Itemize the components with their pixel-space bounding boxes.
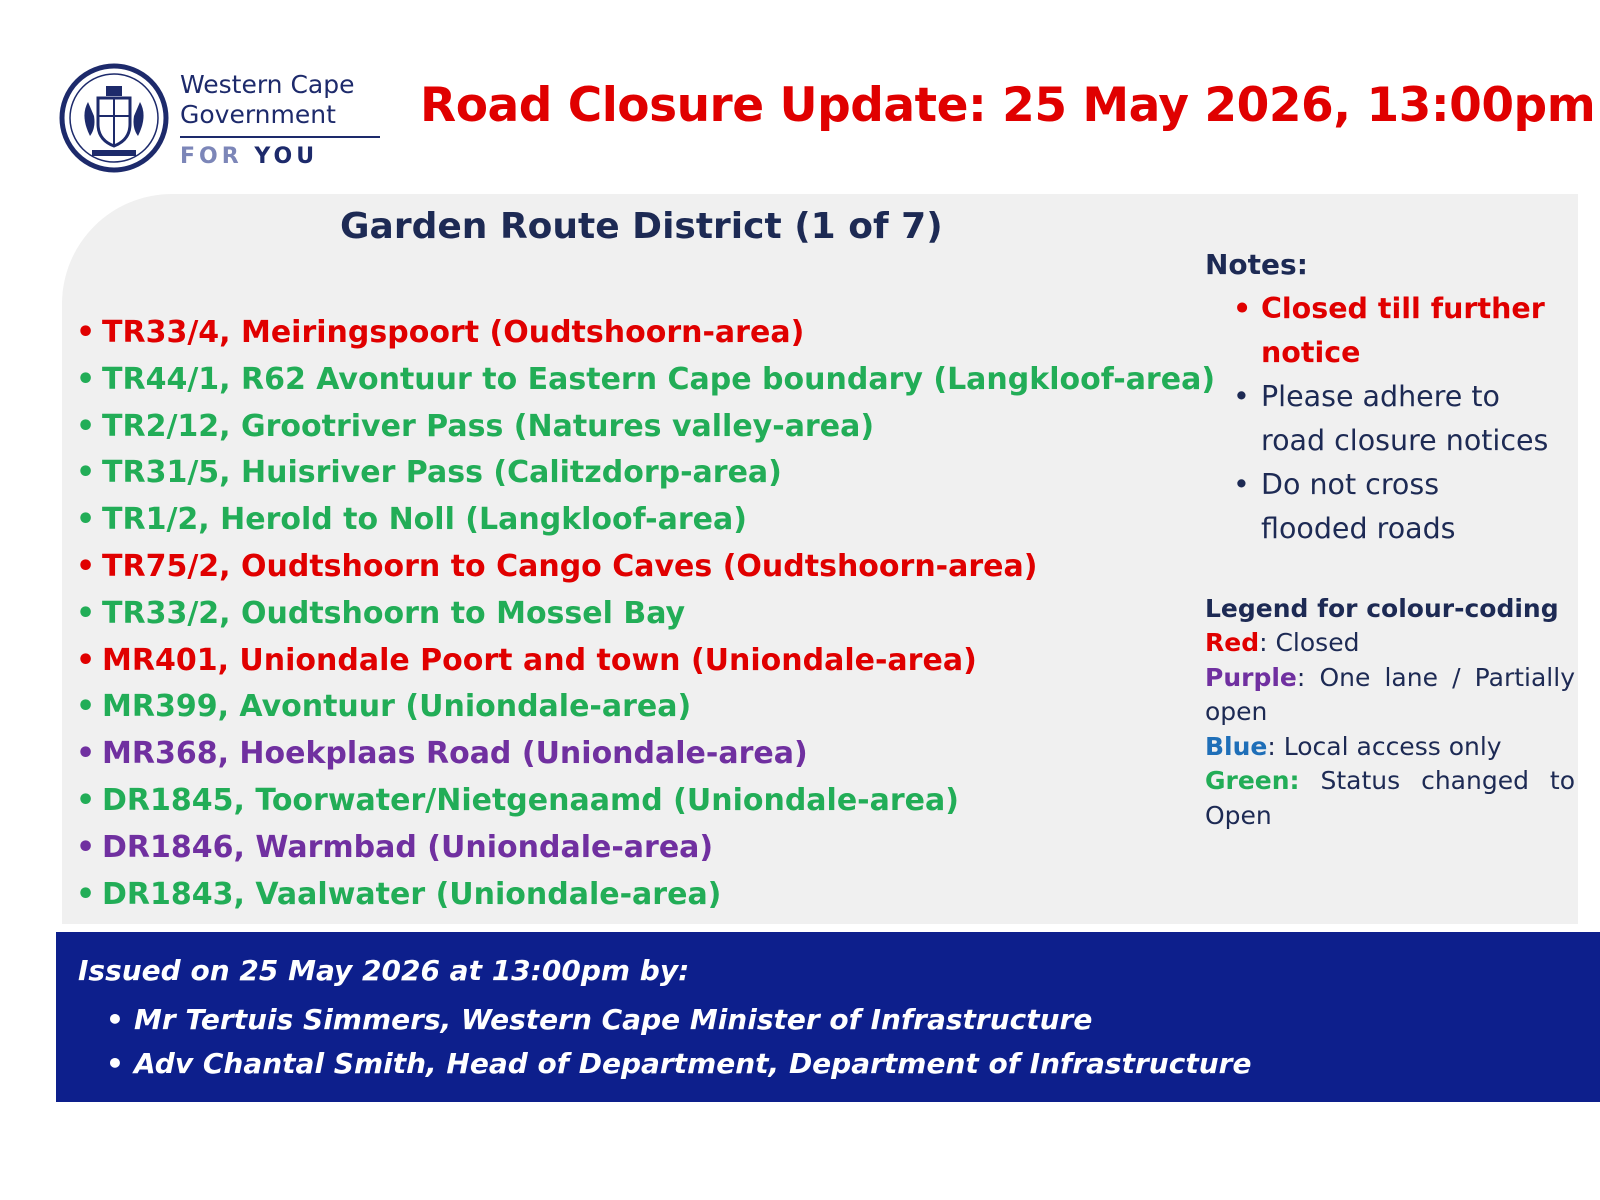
legend-key: Red bbox=[1205, 628, 1260, 657]
footer-person-text: Mr Tertuis Simmers, Western Cape Minister of Infrastructure bbox=[134, 1003, 1093, 1036]
bullet-icon: • bbox=[1233, 292, 1252, 325]
bullet-icon: • bbox=[76, 782, 96, 818]
road-text: DR1846, Warmbad (Uniondale-area) bbox=[102, 829, 714, 865]
road-text: MR368, Hoekplaas Road (Uniondale-area) bbox=[102, 736, 808, 772]
road-text: MR401, Uniondale Poort and town (Uniondale-area) bbox=[102, 642, 977, 678]
road-text: TR1/2, Herold to Noll (Langkloof-area) bbox=[102, 502, 747, 538]
legend-desc: : Local access only bbox=[1267, 731, 1502, 761]
bullet-icon: • bbox=[76, 502, 96, 538]
road-item bbox=[76, 731, 1215, 778]
legend-title: Legend for colour-coding bbox=[1205, 594, 1559, 623]
road-item bbox=[76, 778, 1215, 825]
road-text: TR75/2, Oudtshoorn to Cango Caves (Oudtshoorn-area) bbox=[102, 548, 1038, 584]
road-text: TR31/5, Huisriver Pass (Calitzdorp-area) bbox=[102, 455, 782, 491]
note-line: road closure notices bbox=[1261, 424, 1549, 457]
bullet-icon: • bbox=[76, 455, 96, 491]
road-item bbox=[76, 544, 1215, 591]
legend-desc: : One lane / Partially open bbox=[1205, 662, 1575, 726]
bullet-icon: • bbox=[76, 642, 96, 678]
bullet-icon: • bbox=[76, 595, 96, 631]
footer-issued: Issued on 25 May 2026 at 13:00pm by: bbox=[78, 954, 690, 987]
bullet-icon: • bbox=[76, 829, 96, 865]
note-item bbox=[1205, 463, 1575, 551]
legend-key: Blue bbox=[1205, 731, 1268, 761]
note-line: flooded roads bbox=[1261, 512, 1456, 545]
note-item bbox=[1205, 375, 1575, 463]
note-line: Closed till further bbox=[1261, 292, 1545, 325]
legend-list bbox=[1205, 626, 1575, 833]
logo-line-2: Government bbox=[180, 100, 336, 129]
footer-banner bbox=[56, 932, 1600, 1102]
road-item bbox=[76, 591, 1215, 638]
note-line: Do not cross bbox=[1261, 468, 1440, 501]
bullet-icon: • bbox=[76, 689, 96, 725]
road-text: DR1845, Toorwater/Nietgenaamd (Uniondale-area) bbox=[102, 782, 959, 818]
road-item bbox=[76, 872, 1215, 919]
legend-key: Green: bbox=[1205, 766, 1300, 795]
logo-tag-for: FOR bbox=[180, 144, 243, 169]
road-text: MR399, Avontuur (Uniondale-area) bbox=[102, 689, 692, 725]
road-text: TR33/4, Meiringspoort (Oudtshoorn-area) bbox=[102, 315, 805, 350]
coat-of-arms-icon bbox=[58, 62, 170, 174]
notes-title: Notes: bbox=[1205, 248, 1308, 281]
road-item bbox=[76, 357, 1215, 404]
footer-person bbox=[106, 998, 1251, 1042]
bullet-icon: • bbox=[76, 736, 96, 772]
bullet-icon: • bbox=[76, 876, 96, 912]
notes-section bbox=[1205, 248, 1575, 551]
footer-people-list bbox=[106, 998, 1251, 1086]
road-item bbox=[76, 825, 1215, 872]
bullet-icon: • bbox=[76, 548, 96, 584]
district-title: Garden Route District (1 of 7) bbox=[340, 206, 943, 247]
bullet-icon: • bbox=[76, 361, 96, 397]
road-text: TR2/12, Grootriver Pass (Natures valley-area) bbox=[102, 408, 875, 444]
notes-list bbox=[1205, 287, 1575, 551]
logo-line-1: Western Cape bbox=[180, 70, 355, 99]
road-item bbox=[76, 310, 1215, 357]
legend-desc: Status changed to Open bbox=[1205, 766, 1575, 830]
logo-tag-you: YOU bbox=[254, 144, 319, 169]
bullet-icon: • bbox=[1233, 468, 1250, 501]
legend-section bbox=[1205, 592, 1575, 833]
bullet-icon: • bbox=[106, 1047, 124, 1080]
note-line: Please adhere to bbox=[1261, 380, 1500, 413]
legend-item bbox=[1205, 730, 1575, 765]
note-item bbox=[1205, 287, 1575, 375]
road-item bbox=[76, 684, 1215, 731]
road-text: TR44/1, R62 Avontuur to Eastern Cape boundary (Langkloof-area) bbox=[102, 361, 1216, 397]
page-title: Road Closure Update: 25 May 2026, 13:00pm bbox=[420, 78, 1596, 133]
note-line: notice bbox=[1261, 336, 1361, 369]
road-text: TR33/2, Oudtshoorn to Mossel Bay bbox=[102, 595, 686, 631]
bullet-icon: • bbox=[76, 315, 96, 350]
road-list bbox=[76, 310, 1215, 918]
footer-person bbox=[106, 1042, 1251, 1086]
road-item bbox=[76, 404, 1215, 451]
legend-desc: : Closed bbox=[1259, 628, 1360, 657]
logo-divider bbox=[180, 136, 380, 138]
road-item bbox=[76, 497, 1215, 544]
logo-tagline bbox=[180, 144, 380, 169]
road-item bbox=[76, 638, 1215, 685]
bullet-icon: • bbox=[1233, 380, 1250, 413]
bullet-icon: • bbox=[106, 1003, 124, 1036]
legend-item bbox=[1205, 661, 1575, 730]
bullet-icon: • bbox=[76, 408, 96, 444]
legend-item bbox=[1205, 626, 1575, 661]
road-text: DR1843, Vaalwater (Uniondale-area) bbox=[102, 876, 722, 912]
footer-person-text: Adv Chantal Smith, Head of Department, Department of Infrastructure bbox=[134, 1047, 1252, 1080]
legend-key: Purple bbox=[1205, 662, 1297, 692]
legend-item bbox=[1205, 764, 1575, 833]
road-item bbox=[76, 450, 1215, 497]
wcg-logo bbox=[58, 58, 388, 178]
